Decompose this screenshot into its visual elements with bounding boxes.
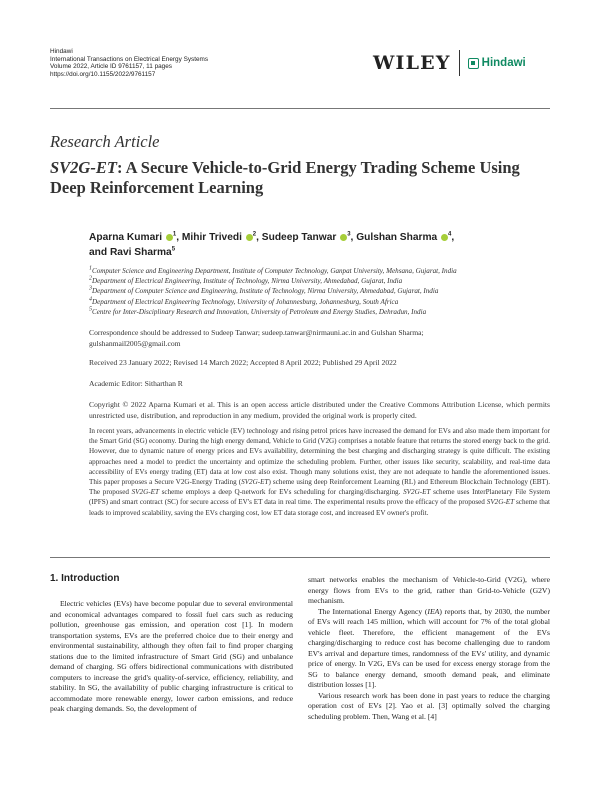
author-item: Mihir Trivedi $^2$,	[181, 231, 259, 243]
affiliation-item: $^4$Department of Electrical Engineering Technology, University of Johannesburg, Johannesburg, South Africa	[89, 296, 399, 306]
hindawi-icon	[468, 58, 479, 69]
journal-header	[50, 48, 208, 78]
orcid-icon[interactable]	[441, 234, 448, 241]
header-rule	[50, 108, 550, 109]
hindawi-logo	[468, 57, 526, 69]
publisher-logos	[373, 50, 526, 76]
body-paragraph: Electric vehicles (EVs) have become popular due to several environmental and economical advantages compared to fossil fuel cars such as reducing pollution, greenhouse gas emission, and operation cost [1]. In modern transportation systems, EVs are the preferred choice due to their energy and environmental sustainability, although they often fail to find proper charging stations due to the limited infrastructure of Smart Grid (SG) and unbalance demand of charging. SG offers bidirectional communications with distributed computers to increase the grid's quality-of-service, efficiency, reliability, and stability. In SG, the availability of public charging infrastructure is critical to accommodate more renewable energy, lower carbon emissions, and reduce peak charging demands. So, the development of	[50, 599, 293, 713]
author-item: Aparna Kumari $^1$,	[89, 231, 180, 243]
publisher-name: Hindawi	[50, 48, 73, 55]
author-name[interactable]: Gulshan Sharma	[356, 232, 438, 243]
affiliation-item: $^2$Department of Electrical Engineering, Institute of Technology, Nirma University, Ahmedabad, Gujarat, India	[89, 275, 403, 286]
author-affiliation-ref: 5	[171, 246, 176, 253]
author-affiliation-ref: 2	[252, 231, 257, 238]
volume-info: Volume 2022, Article ID 9761157, 11 pages	[50, 63, 172, 71]
wiley-logo: WILEY	[373, 52, 451, 74]
author-affiliation-ref: 4	[448, 231, 452, 238]
section-heading: 1. Introduction	[50, 573, 120, 584]
copyright-notice: Copyright © 2022 Aparna Kumari et al. This is an open access article distributed under the Creative Commons Attribution License, which permits unrestricted use, distribution, and reproduction in any medium, provided the original work is properly cited.	[89, 400, 550, 420]
author-name[interactable]: Ravi Sharma	[109, 247, 172, 258]
article-title	[50, 158, 550, 198]
doi-link[interactable]: https://doi.org/10.1155/2022/9761157	[50, 70, 156, 78]
body-column-right	[308, 575, 550, 722]
body-paragraph: smart networks enables the mechanism of Vehicle-to-Grid (V2G), where energy flows from EVs to the grid, rather than Grid-to-Vehicle (G2V) mechanism.	[308, 575, 550, 605]
author-name[interactable]: Aparna Kumari	[89, 232, 163, 243]
abstract-rule	[50, 557, 550, 558]
orcid-icon[interactable]	[166, 234, 173, 241]
logo-divider	[459, 50, 460, 76]
author-affiliation-ref: 3	[347, 231, 351, 238]
body-paragraph: The International Energy Agency (IEA) reports that, by 2030, the number of EVs will reach 145 million, which will account for 7% of the total global vehicle fleet. Therefore, the efficient management of the EVs charging/discharging to reduce cost has become challenging due to random EV's arrival and departure times, randomness of the EVs' utility, and dynamic price of energy. In V2G, EVs can be used for excess energy storage from the SG to balance energy demand, smooth demand peak, and eliminate distribution losses [1].	[308, 606, 550, 689]
body-column-left	[50, 599, 293, 715]
affiliation-item: $^3$Department of Computer Science and Engineering, Institute of Technology, Nirma University, Ahmedabad, Gujarat, India	[89, 286, 439, 296]
academic-editor: Academic Editor: Sitharthan R	[89, 379, 183, 388]
orcid-icon[interactable]	[246, 234, 253, 241]
author-list	[89, 230, 519, 260]
journal-name: International Transactions on Electrical Energy Systems	[50, 55, 209, 63]
publication-dates: Received 23 January 2022; Revised 14 March 2022; Accepted 8 April 2022; Published 29 April 2022	[89, 358, 397, 367]
author-affiliation-ref: 1	[172, 231, 177, 238]
correspondence: Correspondence should be addressed to Sudeep Tanwar; sudeep.tanwar@nirmauni.ac.in and Gulshan Sharma; gulshanmail2005@gmail.com	[89, 328, 424, 348]
author-name[interactable]: Sudeep Tanwar	[261, 232, 337, 243]
affiliation-list	[89, 266, 457, 317]
title-text: : A Secure Vehicle-to-Grid Energy Trading Scheme Using Deep Reinforcement Learning	[50, 158, 520, 197]
affiliation-item: $^5$Centre for Inter-Disciplinary Research and Innovation, University of Petroleum and Energy Studies, Dehradun, India	[89, 306, 427, 316]
author-item: Gulshan Sharma $^4$,	[356, 231, 455, 243]
author-item: Sudeep Tanwar $^3$,	[261, 231, 354, 243]
title-abbreviation: SV2G-ET	[50, 158, 117, 177]
body-paragraph: Various research work has been done in past years to reduce the charging operation cost of EVs [2]. Yao et al. [3] optimally solved the charging scheduling problem. Then, Wang et al. [4]	[308, 690, 550, 721]
author-name[interactable]: Mihir Trivedi	[181, 232, 242, 243]
article-type: Research Article	[50, 132, 160, 151]
hindawi-logo-text: Hindawi	[481, 57, 526, 69]
affiliation-item: $^1$Computer Science and Engineering Department, Institute of Computer Technology, Ganpat University, Mehsana, Gujarat, India	[89, 265, 457, 275]
author-item: and Ravi Sharma$^5$	[89, 246, 176, 258]
abstract: In recent years, advancements in electric vehicle (EV) technology and rising petrol prices have increased the demand for EVs and also made them important for the Smart Grid (SG) economy. During the high energy demand, Vehicle to Grid (V2G) comprises a notable feature that returns the stored energy back to the grid. However, due to dynamic nature of energy prices and EVs availability, determining the best charging and discharging strategy is quite difficult. The existing approaches need a model to predict the uncertainty and optimize the scheduling problem. Further, other issues like security, scalability, and real-time data accessibility of EVs energy trading (ET) data at low cost also exist. Though many solutions exist, they are not adequate to handle the aforementioned issues. This paper proposes a Secure V2G-Energy Trading (SV2G-ET) scheme using deep Reinforcement Learning (RL) and Ethereum Blockchain Technology (EBT). The proposed SV2G-ET scheme employs a deep Q-network for EVs scheduling for charging/discharging. SV2G-ET scheme uses InterPlanetary File System (IPFS) and smart contract (SC) for secure access of EV's ET data in real time. The experimental results prove the efficacy of the proposed SV2G-ET scheme that leads to improved scalability, saving the EVs charging cost, low ET data storage cost, and increased EV owner's profit.	[89, 427, 550, 517]
